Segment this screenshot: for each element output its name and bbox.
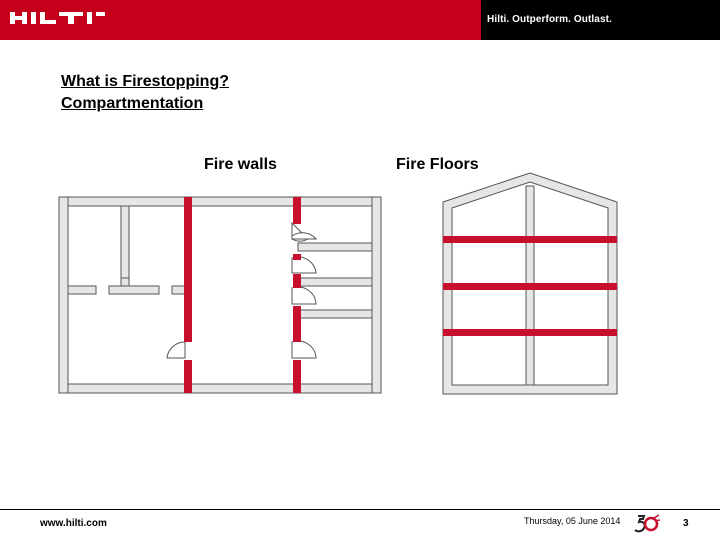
- fire-wall-left-upper: [184, 197, 192, 342]
- outer-wall-top: [59, 197, 381, 206]
- outer-wall-right: [372, 197, 381, 393]
- page-number: 3: [683, 518, 689, 529]
- partition-left-d: [109, 286, 159, 294]
- fire-wall-right-4: [293, 306, 301, 342]
- door-swing-2: [292, 233, 316, 239]
- fire-wall-right-1: [293, 197, 301, 224]
- fire-wall-right-5: [293, 360, 301, 393]
- partition-right-3: [298, 310, 372, 318]
- partition-left-e: [172, 286, 185, 294]
- fire-floor-2: [443, 283, 617, 290]
- title-line-2: Compartmentation: [61, 95, 204, 112]
- fire-floors-diagram: [440, 172, 620, 396]
- outer-wall-left: [59, 197, 68, 393]
- fire-wall-left-lower: [184, 360, 192, 393]
- footer-divider: [0, 509, 720, 510]
- footer-url[interactable]: www.hilti.com: [40, 518, 107, 529]
- fire-floor-3: [443, 329, 617, 336]
- anniversary-logo: [632, 512, 662, 536]
- fire-floor-1: [443, 236, 617, 243]
- fire-wall-right-3: [293, 274, 301, 288]
- door-swing-5: [292, 341, 316, 358]
- hilti-logo: [10, 10, 106, 26]
- partition-right-2: [298, 278, 372, 286]
- footer-date: Thursday, 05 June 2014: [524, 516, 621, 526]
- fire-walls-label: Fire walls: [204, 156, 277, 173]
- outer-wall-bottom: [59, 384, 381, 393]
- door-swing-6: [167, 342, 185, 358]
- partition-left-c: [68, 286, 96, 294]
- tagline-box: [481, 0, 720, 40]
- door-swing-4: [292, 287, 316, 304]
- fire-walls-diagram: [58, 196, 382, 394]
- partition-right-1: [298, 243, 372, 251]
- slide-title: [61, 71, 229, 115]
- title-line-1: What is Firestopping?: [61, 73, 229, 90]
- fire-floors-label: Fire Floors: [396, 156, 479, 173]
- partition-left-a: [121, 206, 129, 286]
- header-bar: [0, 0, 720, 40]
- tagline: Hilti. Outperform. Outlast.: [487, 14, 612, 25]
- fire-wall-right-2: [293, 254, 301, 260]
- partition-left-b: [121, 278, 129, 286]
